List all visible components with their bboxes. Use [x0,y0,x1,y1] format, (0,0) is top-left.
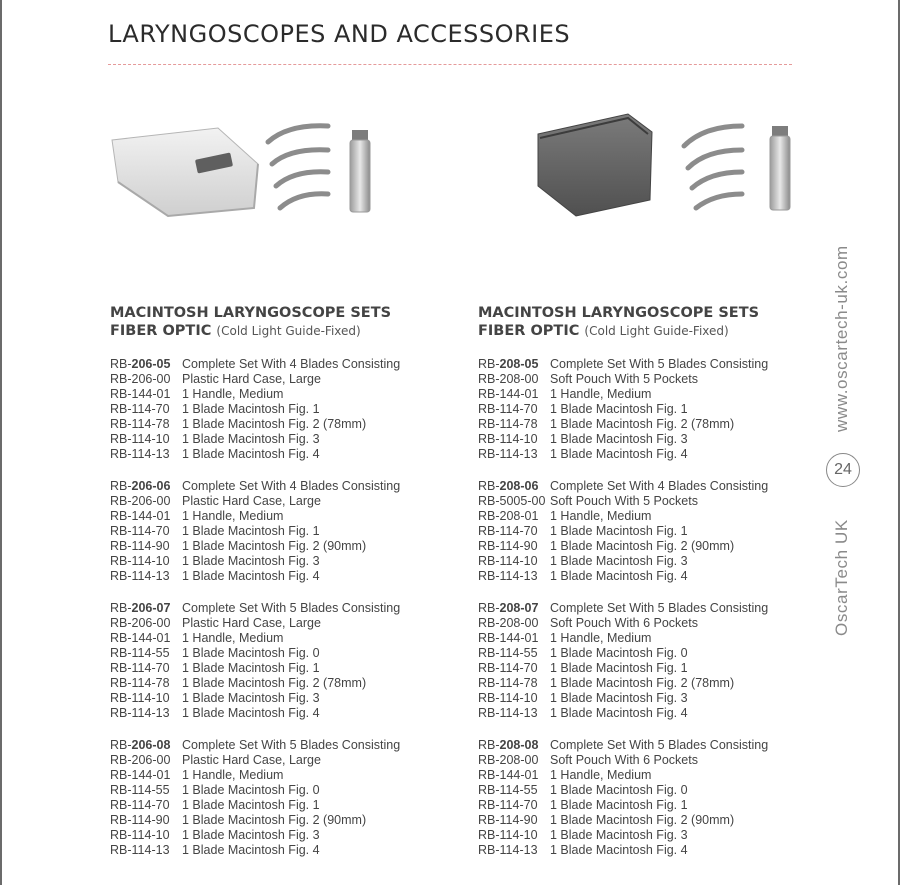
set-header-row [110,601,450,616]
item-description: 1 Blade Macintosh Fig. 4 [550,447,688,461]
item-description: 1 Blade Macintosh Fig. 1 [182,798,320,812]
set-group [478,479,818,584]
hard-case-set-image [108,112,388,220]
set-code-prefix: RB- [110,738,132,752]
item-description: 1 Blade Macintosh Fig. 1 [550,524,688,538]
set-description: Complete Set With 5 Blades Consisting [550,357,769,371]
item-description: 1 Blade Macintosh Fig. 0 [550,783,688,797]
item-code: RB-144-01 [478,387,539,401]
item-row [110,447,450,462]
item-row [478,631,818,646]
item-description: 1 Blade Macintosh Fig. 2 (90mm) [550,539,735,553]
set-header-row [478,479,818,494]
item-code: RB-114-70 [110,661,170,675]
item-code: RB-114-10 [478,828,538,842]
item-description: 1 Handle, Medium [182,387,284,401]
set-header-row [478,357,818,372]
set-group [110,738,450,858]
item-code: RB-114-10 [110,432,170,446]
item-description: 1 Blade Macintosh Fig. 2 (78mm) [182,676,367,690]
item-description: 1 Handle, Medium [550,631,652,645]
item-code: RB-144-01 [110,509,171,523]
item-description: 1 Handle, Medium [182,509,284,523]
item-row [478,676,818,691]
item-code: RB-208-01 [478,509,539,523]
laryngoscope-handle [350,130,370,212]
item-row [478,509,818,524]
item-row [478,417,818,432]
item-code: RB-114-78 [110,676,170,690]
item-description: 1 Blade Macintosh Fig. 4 [182,569,320,583]
item-code: RB-114-13 [110,447,170,461]
item-description: Plastic Hard Case, Large [182,494,321,508]
item-description: 1 Blade Macintosh Fig. 1 [182,661,320,675]
item-row [110,646,450,661]
set-description: Complete Set With 5 Blades Consisting [182,601,401,615]
item-code: RB-114-55 [110,783,170,797]
item-description: Soft Pouch With 6 Pockets [550,616,698,630]
item-row [110,798,450,813]
set-code: 208-05 [499,357,539,371]
item-code: RB-114-13 [478,569,538,583]
item-code: RB-114-13 [478,706,538,720]
item-description: Plastic Hard Case, Large [182,616,321,630]
item-row [110,706,450,721]
product-column-left [110,304,450,858]
item-description: 1 Blade Macintosh Fig. 2 (90mm) [182,813,367,827]
item-code: RB-114-10 [110,828,170,842]
hard-case [112,128,258,216]
item-code: RB-144-01 [110,631,171,645]
soft-pouch [538,114,652,216]
set-header-row [110,738,450,753]
set-description: Complete Set With 4 Blades Consisting [550,479,769,493]
item-description: Soft Pouch With 5 Pockets [550,494,698,508]
item-row [110,387,450,402]
set-description: Complete Set With 5 Blades Consisting [550,601,769,615]
item-description: 1 Handle, Medium [550,387,652,401]
set-code-prefix: RB- [478,479,500,493]
item-row [110,828,450,843]
set-group [478,601,818,721]
item-row [478,691,818,706]
item-row [478,372,818,387]
item-code: RB-206-00 [110,616,171,630]
item-code: RB-114-90 [478,539,538,553]
item-row [478,616,818,631]
item-description: 1 Blade Macintosh Fig. 3 [550,828,688,842]
set-code-prefix: RB- [110,357,132,371]
item-row [110,661,450,676]
set-code: 206-05 [131,357,171,371]
item-code: RB-114-10 [110,691,170,705]
side-brand-name: OscarTech UK [832,519,851,636]
subheading-note: (Cold Light Guide-Fixed) [584,324,729,338]
item-row [110,554,450,569]
item-row [478,843,818,858]
item-row [110,783,450,798]
title-divider [108,64,792,65]
page-number-badge: 24 [826,453,860,487]
item-description: 1 Blade Macintosh Fig. 0 [182,646,320,660]
item-row [110,631,450,646]
item-description: 1 Handle, Medium [550,509,652,523]
item-description: 1 Blade Macintosh Fig. 3 [550,432,688,446]
item-code: RB-208-00 [478,753,539,767]
item-description: 1 Blade Macintosh Fig. 4 [550,569,688,583]
set-description: Complete Set With 5 Blades Consisting [550,738,769,752]
item-code: RB-114-10 [478,691,538,705]
item-row [478,828,818,843]
item-row [110,432,450,447]
set-code-prefix: RB- [478,601,500,615]
item-description: 1 Blade Macintosh Fig. 4 [182,843,320,857]
item-row [478,768,818,783]
laryngoscope-blades [268,126,328,208]
set-code: 208-07 [499,601,539,615]
item-code: RB-144-01 [110,768,171,782]
item-code: RB-114-90 [478,813,538,827]
item-description: 1 Blade Macintosh Fig. 1 [182,524,320,538]
item-row [478,798,818,813]
set-group [478,357,818,462]
item-row [478,447,818,462]
item-description: 1 Blade Macintosh Fig. 2 (90mm) [550,813,735,827]
column-subheading [478,322,818,340]
set-group [110,479,450,584]
item-description: 1 Blade Macintosh Fig. 2 (78mm) [550,417,735,431]
item-row [110,616,450,631]
item-description: 1 Blade Macintosh Fig. 4 [550,706,688,720]
set-header-row [478,738,818,753]
item-description: 1 Blade Macintosh Fig. 0 [550,646,688,660]
item-description: 1 Blade Macintosh Fig. 1 [182,402,320,416]
set-description: Complete Set With 4 Blades Consisting [182,479,401,493]
item-code: RB-5005-00 [478,494,546,508]
item-row [110,676,450,691]
item-code: RB-144-01 [478,631,539,645]
item-description: Plastic Hard Case, Large [182,753,321,767]
item-code: RB-114-70 [478,798,538,812]
item-code: RB-114-90 [110,539,170,553]
item-description: 1 Blade Macintosh Fig. 4 [182,706,320,720]
item-row [110,753,450,768]
item-row [110,813,450,828]
item-code: RB-114-70 [110,402,170,416]
set-code: 206-06 [131,479,171,493]
item-description: 1 Blade Macintosh Fig. 1 [550,798,688,812]
laryngoscope-blades [684,126,742,208]
page-border-left [0,0,2,885]
side-website-url: www.oscartech-uk.com [832,245,851,432]
item-description: 1 Blade Macintosh Fig. 1 [550,661,688,675]
item-code: RB-114-10 [110,554,170,568]
item-description: 1 Blade Macintosh Fig. 3 [182,828,320,842]
item-description: Soft Pouch With 6 Pockets [550,753,698,767]
subheading-note: (Cold Light Guide-Fixed) [216,324,361,338]
item-code: RB-114-13 [110,843,170,857]
item-code: RB-114-70 [478,661,538,675]
item-code: RB-114-13 [478,447,538,461]
column-heading: MACINTOSH LARYNGOSCOPE SETS [110,305,392,321]
item-row [110,691,450,706]
item-description: 1 Blade Macintosh Fig. 3 [182,691,320,705]
item-row [478,387,818,402]
item-row [478,569,818,584]
item-code: RB-114-10 [478,432,538,446]
set-code-prefix: RB- [478,357,500,371]
item-code: RB-114-78 [110,417,170,431]
set-code-prefix: RB- [110,479,132,493]
item-row [110,417,450,432]
item-description: Plastic Hard Case, Large [182,372,321,386]
set-description: Complete Set With 4 Blades Consisting [182,357,401,371]
item-code: RB-114-90 [110,813,170,827]
item-code: RB-114-70 [478,402,538,416]
item-description: 1 Blade Macintosh Fig. 1 [550,402,688,416]
set-code: 208-08 [499,738,539,752]
item-row [110,509,450,524]
set-header-row [478,601,818,616]
item-code: RB-114-55 [110,646,170,660]
set-header-row [110,357,450,372]
item-description: Soft Pouch With 5 Pockets [550,372,698,386]
item-code: RB-114-13 [110,569,170,583]
set-group [478,738,818,858]
item-row [478,539,818,554]
item-description: 1 Blade Macintosh Fig. 2 (78mm) [182,417,367,431]
item-row [478,554,818,569]
item-row [478,494,818,509]
column-heading: MACINTOSH LARYNGOSCOPE SETS [478,305,760,321]
item-code: RB-208-00 [478,372,539,386]
product-column-right [478,304,818,858]
item-row [478,661,818,676]
item-code: RB-114-10 [478,554,538,568]
item-description: 1 Blade Macintosh Fig. 2 (78mm) [550,676,735,690]
set-code: 206-07 [131,601,171,615]
set-group [110,357,450,462]
set-code-prefix: RB- [478,738,500,752]
set-code-prefix: RB- [110,601,132,615]
item-code: RB-114-13 [478,843,538,857]
item-description: 1 Handle, Medium [550,768,652,782]
item-description: 1 Blade Macintosh Fig. 4 [550,843,688,857]
item-row [110,569,450,584]
item-code: RB-114-70 [478,524,538,538]
item-row [478,646,818,661]
item-row [110,494,450,509]
item-code: RB-206-00 [110,494,171,508]
item-row [478,753,818,768]
item-row [110,843,450,858]
column-subheading [110,322,450,340]
item-row [478,524,818,539]
item-code: RB-144-01 [110,387,171,401]
page-title: LARYNGOSCOPES AND ACCESSORIES [108,20,571,48]
item-row [478,783,818,798]
item-code: RB-114-70 [110,524,170,538]
item-code: RB-114-78 [478,676,538,690]
item-code: RB-208-00 [478,616,539,630]
item-description: 1 Blade Macintosh Fig. 3 [182,554,320,568]
item-row [110,402,450,417]
set-code: 206-08 [131,738,171,752]
item-code: RB-114-78 [478,417,538,431]
item-code: RB-114-13 [110,706,170,720]
laryngoscope-handle [770,126,790,210]
item-description: 1 Blade Macintosh Fig. 3 [550,691,688,705]
set-code: 208-06 [499,479,539,493]
item-description: 1 Blade Macintosh Fig. 3 [182,432,320,446]
item-code: RB-114-55 [478,783,538,797]
item-description: 1 Handle, Medium [182,631,284,645]
subheading-text: FIBER OPTIC [110,323,212,339]
item-description: 1 Blade Macintosh Fig. 0 [182,783,320,797]
item-row [478,432,818,447]
item-description: 1 Blade Macintosh Fig. 3 [550,554,688,568]
item-code: RB-206-00 [110,372,171,386]
item-row [478,813,818,828]
item-row [478,402,818,417]
item-description: 1 Blade Macintosh Fig. 4 [182,447,320,461]
item-code: RB-144-01 [478,768,539,782]
item-code: RB-206-00 [110,753,171,767]
soft-pouch-set-image [532,108,808,220]
item-row [478,706,818,721]
item-description: 1 Blade Macintosh Fig. 2 (90mm) [182,539,367,553]
subheading-text: FIBER OPTIC [478,323,580,339]
item-code: RB-114-55 [478,646,538,660]
set-group [110,601,450,721]
item-row [110,768,450,783]
set-description: Complete Set With 5 Blades Consisting [182,738,401,752]
item-row [110,539,450,554]
set-header-row [110,479,450,494]
item-row [110,372,450,387]
item-description: 1 Handle, Medium [182,768,284,782]
item-row [110,524,450,539]
item-code: RB-114-70 [110,798,170,812]
